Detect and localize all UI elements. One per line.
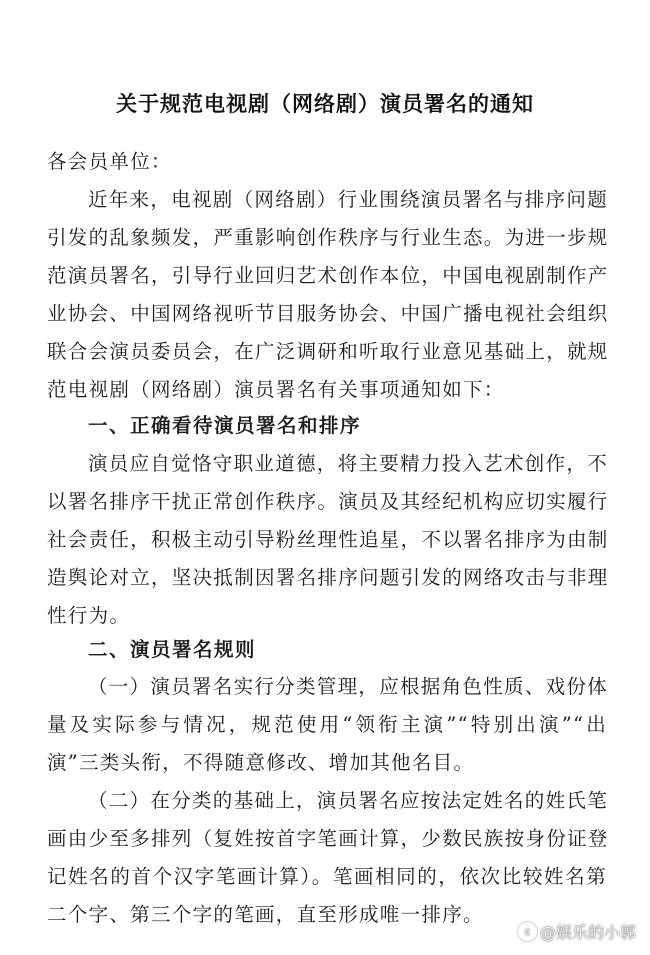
paragraph-line: （二）在分类的基础上，演员署名应按法定姓名的姓氏笔 [88,789,609,812]
paragraph-line: 画由少至多排列（复姓按首字笔画计算，少数民族按身份证登 [47,827,609,850]
paragraph-line: 联合会演员委员会，在广泛调研和听取行业意见基础上，就规 [47,340,609,363]
paragraph-line: 引发的乱象频发，严重影响创作秩序与行业生态。为进一步规 [47,226,609,249]
paragraph-line: 范演员署名，引导行业回归艺术创作本位，中国电视剧制作产 [47,264,609,287]
paragraph-line: 量及实际参与情况，规范使用“领衔主演”“特别出演”“出 [47,713,607,736]
paragraph-line: 演员应自觉恪守职业道德，将主要精力投入艺术创作，不 [88,452,609,475]
watermark-text: @娱乐的小郭 [539,923,636,942]
paragraph-line: 二个字、第三个字的笔画，直至形成唯一排序。 [47,903,484,926]
watermark [518,920,636,943]
salutation: 各会员单位： [47,150,172,173]
paragraph-line: 记姓名的首个汉字笔画计算）。笔画相同的，依次比较姓名第 [47,865,607,888]
paragraph-line: 以署名排序干扰正常创作秩序。演员及其经纪机构应切实履行 [47,490,609,513]
paragraph-line: 演”三类头衔，不得随意修改、增加其他名目。 [47,751,475,774]
section-heading-1: 一、正确看待演员署名和排序 [88,414,362,437]
paragraph-line: 范电视剧（网络剧）演员署名有关事项通知如下： [47,378,505,401]
paragraph-line: 造舆论对立，坚决抵制因署名排序问题引发的网络攻击与非理 [47,566,609,589]
paragraph-line: （一）演员署名实行分类管理，应根据角色性质、戏份体 [88,675,609,698]
paragraph-line: 业协会、中国网络视听节目服务协会、中国广播电视社会组织 [47,302,609,325]
paragraph-line: 近年来，电视剧（网络剧）行业围绕演员署名与排序问题 [88,188,609,211]
paragraph-line: 社会责任，积极主动引导粉丝理性追星，不以署名排序为由制 [47,528,609,551]
weibo-logo-icon: ε [518,922,537,941]
section-heading-2: 二、演员署名规则 [88,638,257,661]
document-title: 关于规范电视剧（网络剧）演员署名的通知 [116,92,534,116]
paragraph-line: 性行为。 [47,604,131,627]
